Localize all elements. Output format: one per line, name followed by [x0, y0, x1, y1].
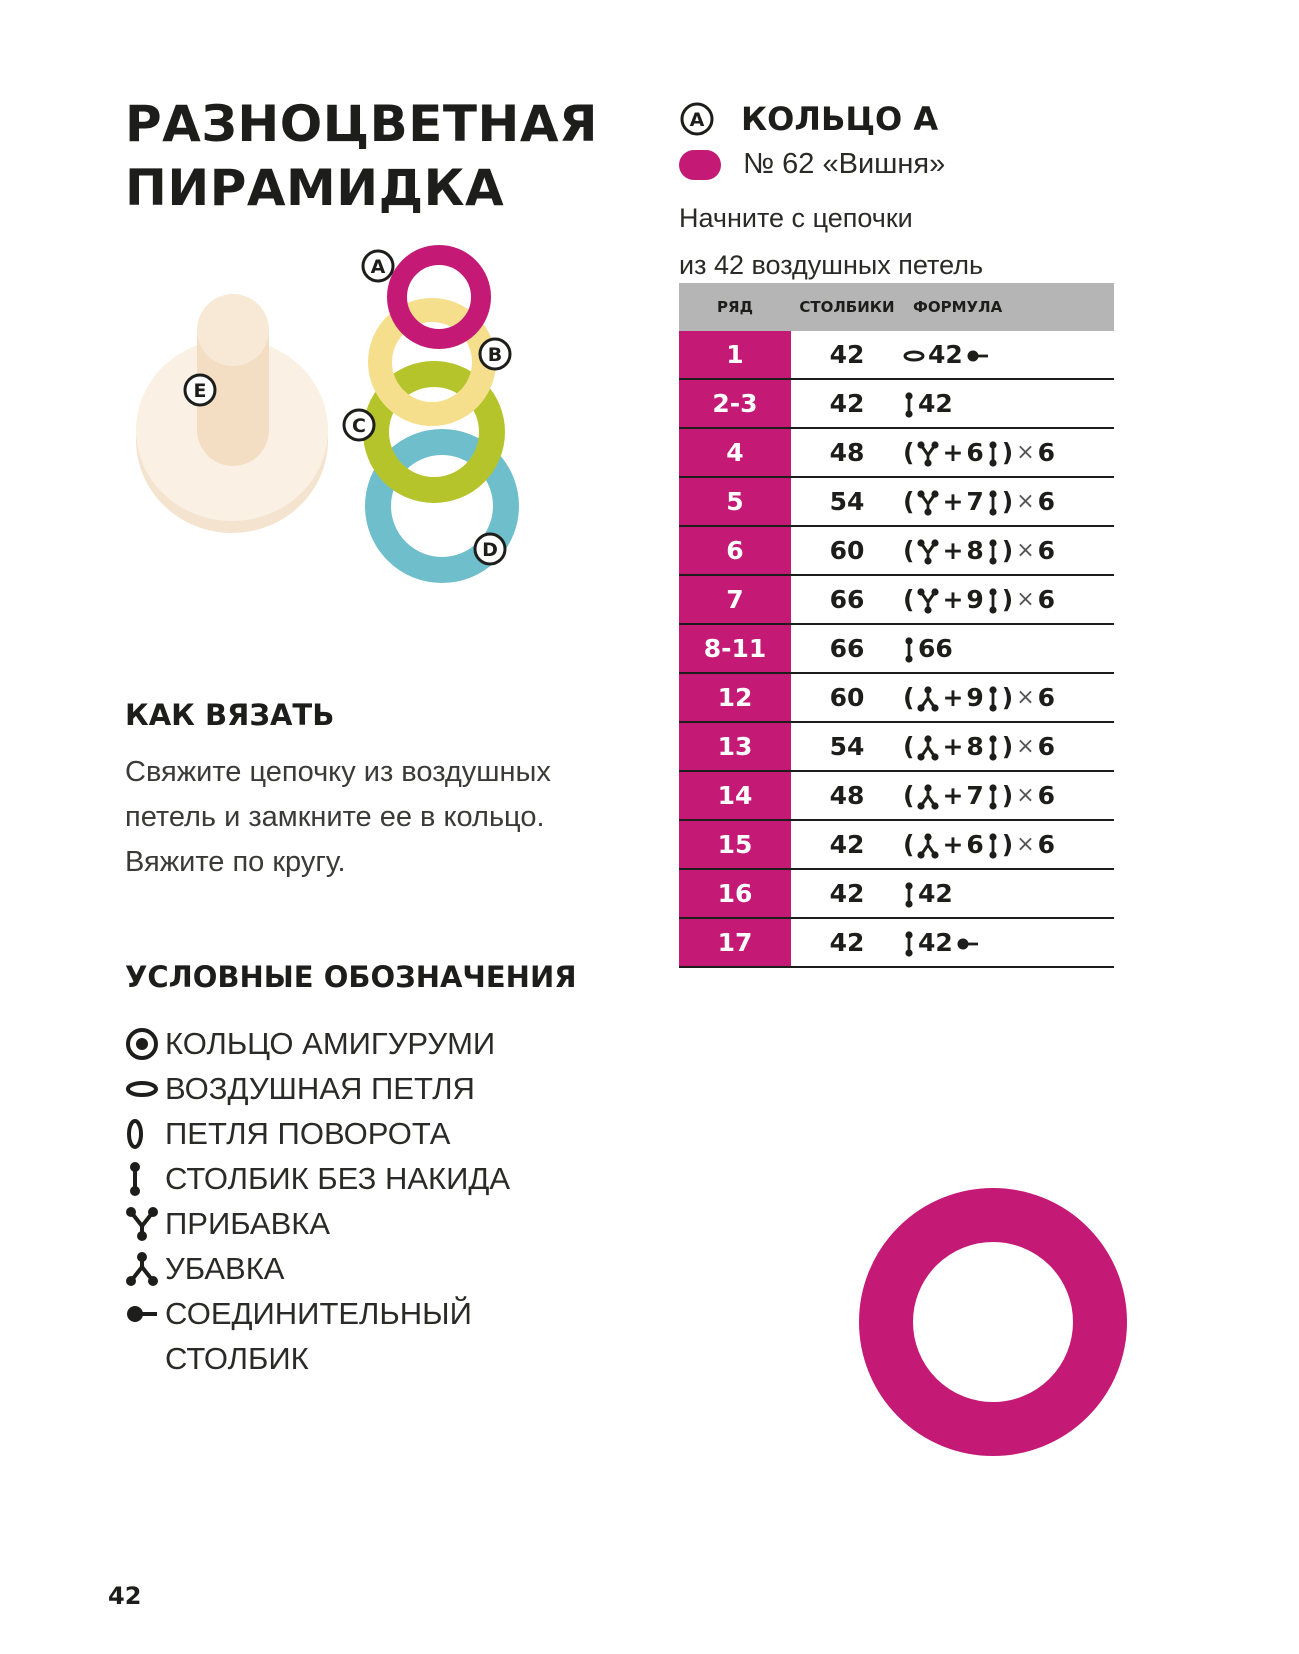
single-crochet-icon: [987, 487, 999, 516]
ring-a-preview: [858, 1187, 1128, 1457]
decrease-icon: [917, 830, 939, 859]
row-formula: [903, 722, 1114, 771]
formula-count: 9: [966, 683, 984, 712]
stitch-count: 42: [791, 820, 903, 869]
formula-plus: +: [942, 830, 964, 859]
increase-icon: [917, 536, 939, 565]
table-row: [679, 331, 1114, 379]
row-formula: [903, 477, 1114, 526]
stitch-count: 66: [791, 624, 903, 673]
yarn-info: [679, 148, 945, 181]
slip-stitch-icon: [956, 928, 980, 957]
formula-close-paren: ): [1001, 683, 1014, 712]
row-formula: [903, 526, 1114, 575]
pattern-table-body: [679, 331, 1114, 967]
legend-label: КОЛЬЦО АМИГУРУМИ: [165, 1026, 496, 1061]
formula-times-sign: ×: [1016, 587, 1035, 612]
legend-label-line-2: СТОЛБИК: [165, 1341, 309, 1376]
formula-times-sign: ×: [1016, 440, 1035, 465]
ring-a-badge-letter: A: [689, 109, 705, 131]
table-row: [679, 722, 1114, 771]
row-number: 1: [679, 331, 791, 379]
legend-item: [125, 1115, 510, 1160]
single-crochet-icon: [987, 781, 999, 810]
formula-close-paren: ): [1001, 487, 1014, 516]
start-line-2: из 42 воздушных петель: [679, 250, 984, 280]
formula-count: 7: [966, 487, 984, 516]
formula-repeat: 6: [1037, 683, 1056, 712]
decrease-icon: [917, 683, 939, 712]
row-formula: [903, 575, 1114, 624]
single-crochet-icon: [987, 438, 999, 467]
formula-plus: +: [942, 438, 964, 467]
header-formula: ФОРМУЛА: [903, 283, 1114, 331]
slip-stitch-icon: [125, 1304, 159, 1324]
ring-a-heading: КОЛЬЦО А: [741, 100, 939, 138]
formula-open-paren: (: [903, 585, 915, 614]
formula-count: 42: [918, 879, 953, 908]
stitch-count: 66: [791, 575, 903, 624]
row-number: 8-11: [679, 624, 791, 673]
chain-stitch-icon: [903, 340, 925, 369]
legend-item: [125, 1070, 510, 1115]
row-number: 16: [679, 869, 791, 918]
row-number: 5: [679, 477, 791, 526]
single-crochet-icon: [987, 732, 999, 761]
header-stitches: СТОЛБИКИ: [791, 283, 903, 331]
stitch-count: 60: [791, 673, 903, 722]
increase-icon: [917, 585, 939, 614]
single-crochet-icon: [987, 585, 999, 614]
page-number: 42: [108, 1582, 142, 1610]
formula-close-paren: ): [1001, 830, 1014, 859]
formula-open-paren: (: [903, 781, 915, 810]
howto-line-2: петель и замкните ее в кольцо.: [125, 801, 545, 833]
legend-label: ВОЗДУШНАЯ ПЕТЛЯ: [165, 1071, 475, 1106]
pattern-table-header: [679, 283, 1114, 331]
formula-times-sign: ×: [1016, 734, 1035, 759]
legend-label: СТОЛБИК БЕЗ НАКИДА: [165, 1161, 511, 1196]
table-row: [679, 624, 1114, 673]
legend-item: [125, 1160, 510, 1205]
label-c: C: [352, 415, 366, 437]
formula-count: 42: [918, 928, 953, 957]
decrease-icon: [125, 1251, 159, 1287]
table-row: [679, 428, 1114, 477]
stitch-count: 54: [791, 477, 903, 526]
table-row: [679, 575, 1114, 624]
formula-open-paren: (: [903, 732, 915, 761]
label-e-badge: [185, 375, 215, 405]
turning-chain-icon: [125, 1117, 145, 1151]
yarn-label: № 62 «Вишня»: [743, 148, 946, 180]
formula-plus: +: [942, 585, 964, 614]
stitch-count: 54: [791, 722, 903, 771]
row-number: 14: [679, 771, 791, 820]
row-formula: [903, 331, 1114, 379]
table-row: [679, 477, 1114, 526]
row-number: 12: [679, 673, 791, 722]
table-row: [679, 379, 1114, 428]
formula-count: 66: [918, 634, 953, 663]
formula-repeat: 6: [1037, 585, 1056, 614]
ring-a-header: [679, 100, 938, 138]
formula-times-sign: ×: [1016, 538, 1035, 563]
stitch-count: 42: [791, 918, 903, 967]
label-b: B: [487, 344, 503, 366]
row-formula: [903, 624, 1114, 673]
table-row: [679, 526, 1114, 575]
formula-close-paren: ): [1001, 536, 1014, 565]
row-formula: [903, 918, 1114, 967]
pattern-table: [679, 283, 1114, 968]
legend-heading: УСЛОВНЫЕ ОБОЗНАЧЕНИЯ: [125, 960, 577, 994]
formula-count: 8: [966, 732, 984, 761]
formula-count: 8: [966, 536, 984, 565]
label-c-badge: [344, 410, 374, 440]
row-number: 4: [679, 428, 791, 477]
increase-icon: [917, 438, 939, 467]
legend-list: [125, 1025, 510, 1385]
howto-heading: КАК ВЯЗАТЬ: [125, 698, 335, 732]
single-crochet-icon: [987, 683, 999, 712]
formula-repeat: 6: [1037, 536, 1056, 565]
ring-a-badge-icon: [679, 101, 715, 137]
formula-count: 7: [966, 781, 984, 810]
table-row: [679, 918, 1114, 967]
single-crochet-icon: [903, 389, 915, 418]
single-crochet-icon: [903, 928, 915, 957]
formula-plus: +: [942, 732, 964, 761]
stitch-count: 42: [791, 331, 903, 379]
stitch-count: 48: [791, 428, 903, 477]
formula-close-paren: ): [1001, 732, 1014, 761]
single-crochet-icon: [987, 830, 999, 859]
page-title-line-2: ПИРАМИДКА: [125, 159, 505, 217]
decrease-icon: [917, 781, 939, 810]
row-formula: [903, 379, 1114, 428]
formula-open-paren: (: [903, 536, 915, 565]
stitch-count: 42: [791, 869, 903, 918]
legend-label: УБАВКА: [165, 1251, 285, 1286]
pyramid-illustration: [130, 240, 550, 610]
table-row: [679, 820, 1114, 869]
table-row: [679, 869, 1114, 918]
page-title-line-1: РАЗНОЦВЕТНАЯ: [125, 95, 599, 153]
yarn-color-swatch: [679, 150, 721, 180]
stitch-count: 48: [791, 771, 903, 820]
row-number: 2-3: [679, 379, 791, 428]
row-formula: [903, 771, 1114, 820]
howto-text: [125, 750, 551, 885]
label-e: E: [193, 380, 207, 402]
slip-stitch-icon: [966, 340, 990, 369]
label-a: A: [370, 256, 386, 278]
formula-close-paren: ): [1001, 438, 1014, 467]
table-row: [679, 771, 1114, 820]
formula-times-sign: ×: [1016, 832, 1035, 857]
page-title: [125, 92, 598, 220]
start-line-1: Начните с цепочки: [679, 203, 913, 233]
formula-times-sign: ×: [1016, 489, 1035, 514]
row-formula: [903, 673, 1114, 722]
formula-close-paren: ): [1001, 781, 1014, 810]
row-number: 6: [679, 526, 791, 575]
label-d: D: [482, 539, 498, 561]
label-d-badge: [475, 534, 505, 564]
ring-a: [397, 255, 481, 339]
formula-plus: +: [942, 536, 964, 565]
formula-times-sign: ×: [1016, 685, 1035, 710]
legend-item: [125, 1250, 510, 1295]
legend-label: [165, 1295, 472, 1385]
formula-repeat: 6: [1037, 438, 1056, 467]
single-crochet-icon: [125, 1161, 145, 1197]
formula-repeat: 6: [1037, 781, 1056, 810]
decrease-icon: [917, 732, 939, 761]
formula-count: 42: [918, 389, 953, 418]
label-a-badge: [363, 251, 393, 281]
legend-label: ПРИБАВКА: [165, 1206, 330, 1241]
single-crochet-icon: [987, 536, 999, 565]
formula-open-paren: (: [903, 487, 915, 516]
formula-open-paren: (: [903, 683, 915, 712]
row-number: 15: [679, 820, 791, 869]
table-row: [679, 673, 1114, 722]
row-number: 17: [679, 918, 791, 967]
chain-stitch-icon: [125, 1079, 159, 1099]
row-formula: [903, 869, 1114, 918]
legend-item: [125, 1025, 510, 1070]
single-crochet-icon: [903, 634, 915, 663]
formula-plus: +: [942, 781, 964, 810]
stitch-count: 60: [791, 526, 903, 575]
row-number: 13: [679, 722, 791, 771]
stem-top-e: [197, 294, 269, 366]
formula-count: 42: [928, 340, 963, 369]
formula-times-sign: ×: [1016, 783, 1035, 808]
row-number: 7: [679, 575, 791, 624]
howto-line-3: Вяжите по кругу.: [125, 846, 346, 878]
formula-count: 6: [966, 830, 984, 859]
formula-close-paren: ): [1001, 585, 1014, 614]
row-formula: [903, 820, 1114, 869]
increase-icon: [125, 1206, 159, 1242]
formula-open-paren: (: [903, 438, 915, 467]
header-row: РЯД: [679, 283, 791, 331]
single-crochet-icon: [903, 879, 915, 908]
legend-item: [125, 1205, 510, 1250]
formula-count: 6: [966, 438, 984, 467]
formula-repeat: 6: [1037, 487, 1056, 516]
legend-label-line-1: СОЕДИНИТЕЛЬНЫЙ: [165, 1296, 472, 1331]
increase-icon: [917, 487, 939, 516]
stitch-count: 42: [791, 379, 903, 428]
row-formula: [903, 428, 1114, 477]
label-b-badge: [480, 339, 510, 369]
start-instruction: [679, 195, 983, 289]
legend-label: ПЕТЛЯ ПОВОРОТА: [165, 1116, 451, 1151]
formula-count: 9: [966, 585, 984, 614]
legend-item: [125, 1295, 510, 1385]
formula-repeat: 6: [1037, 830, 1056, 859]
magic-ring-icon: [125, 1027, 159, 1061]
formula-plus: +: [942, 683, 964, 712]
formula-repeat: 6: [1037, 732, 1056, 761]
formula-plus: +: [942, 487, 964, 516]
formula-open-paren: (: [903, 830, 915, 859]
howto-line-1: Свяжите цепочку из воздушных: [125, 756, 551, 788]
